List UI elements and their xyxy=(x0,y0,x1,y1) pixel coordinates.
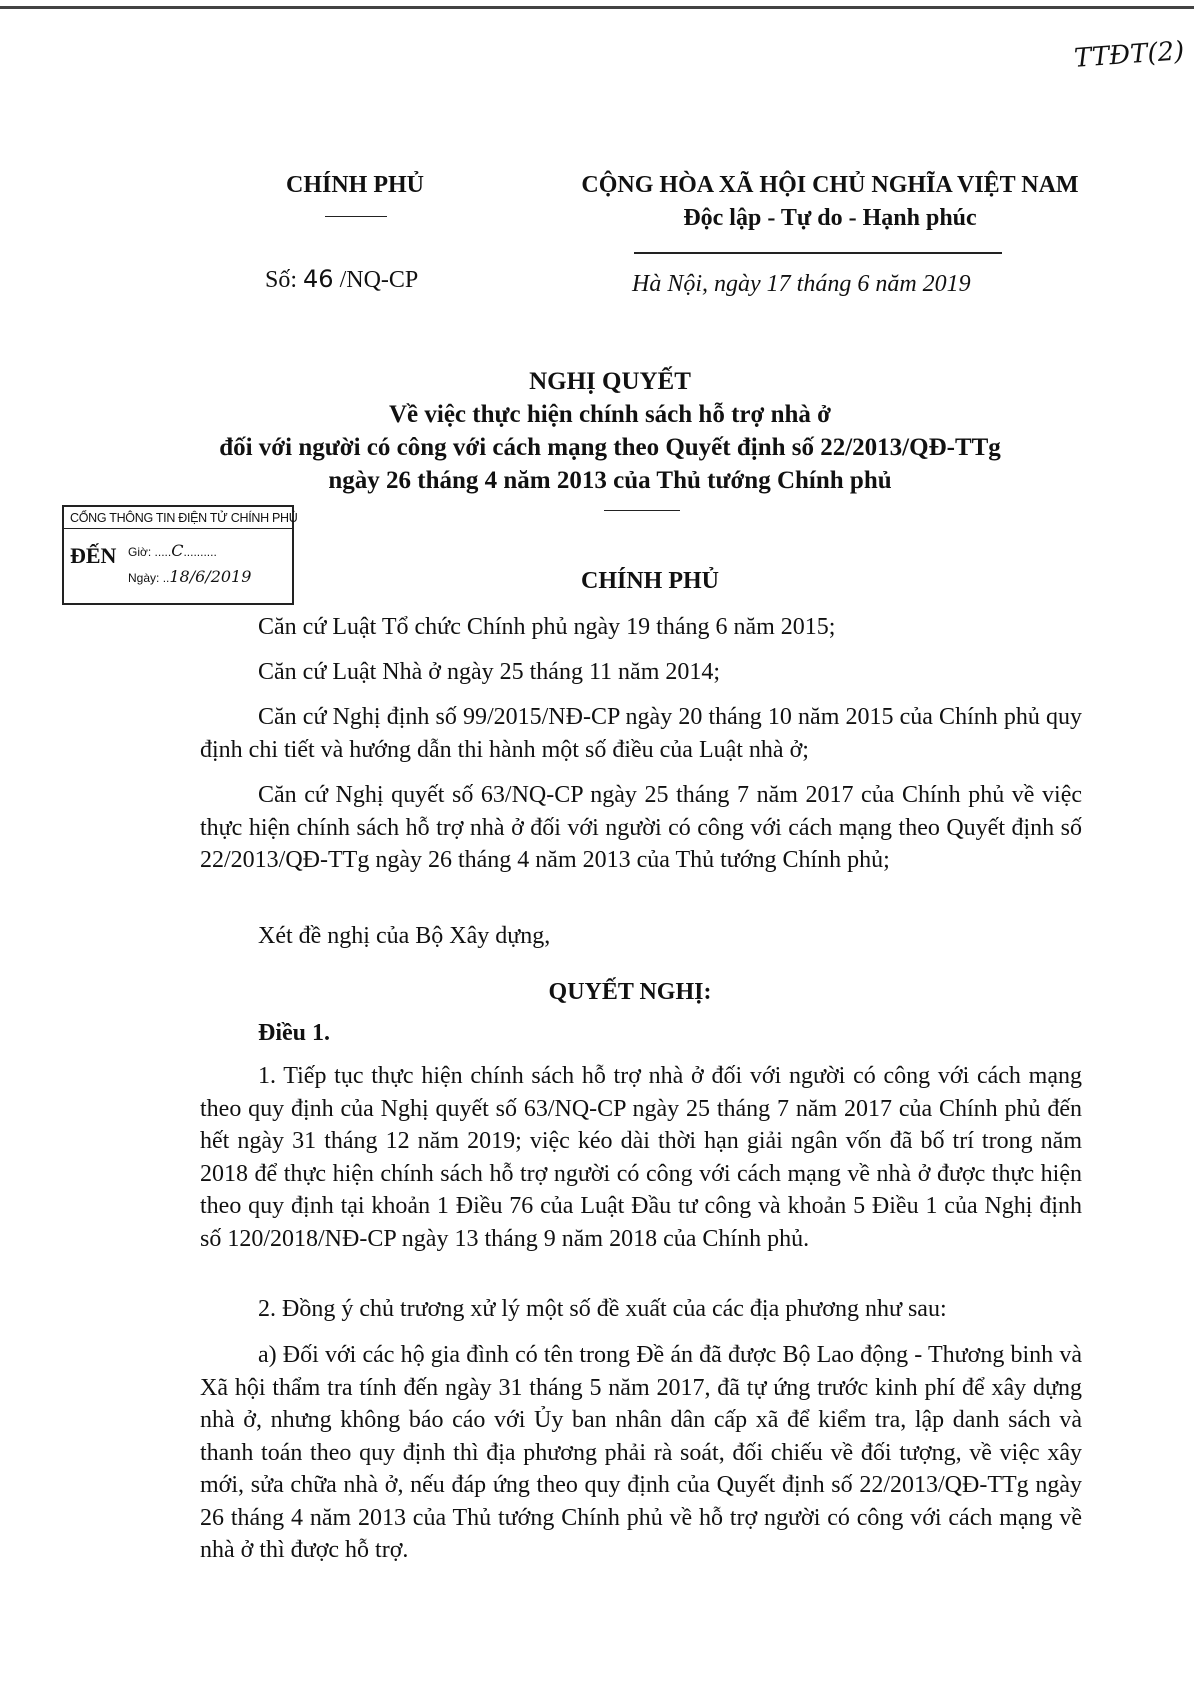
handwritten-corner-note: TTĐT(2) xyxy=(1073,36,1186,74)
stamp-time-value: C xyxy=(171,541,184,560)
issue-date: Hà Nội, ngày 17 tháng 6 năm 2019 xyxy=(632,271,971,297)
scan-top-border xyxy=(0,6,1194,9)
national-motto: Độc lập - Tự do - Hạnh phúc xyxy=(683,205,977,231)
number-prefix: Số: xyxy=(265,267,298,293)
basis-1: Căn cứ Luật Tổ chức Chính phủ ngày 19 tháng 6 năm 2015; xyxy=(258,614,836,640)
basis-4: Căn cứ Nghị quyết số 63/NQ-CP ngày 25 tháng 7 năm 2017 của Chính phủ về việc thực hiện chính sách hỗ trợ nhà ở đối với người có công với cách mạng theo Quyết định số 22/2013/QĐ-TTg ngày 26 tháng 4 năm 2013 của Thủ tướng Chính phủ; xyxy=(200,782,1082,873)
article-1-title: Điều 1. xyxy=(258,1020,330,1046)
received-stamp xyxy=(62,505,298,605)
basis-2: Căn cứ Luật Nhà ở ngày 25 tháng 11 năm 2014; xyxy=(258,659,721,685)
number-value: 46 xyxy=(303,265,334,293)
issuer-underline xyxy=(325,216,387,217)
basis-3: Căn cứ Nghị định số 99/2015/NĐ-CP ngày 20 tháng 10 năm 2015 của Chính phủ quy định chi tiết và hướng dẫn thi hành một số điều của Luật nhà ở; xyxy=(200,704,1082,763)
title-line-1: Về việc thực hiện chính sách hỗ trợ nhà ở xyxy=(388,401,832,428)
stamp-date: Ngày: ..18/6/2019 xyxy=(128,567,252,586)
stamp-time: Giờ: .....C.......... xyxy=(128,541,217,560)
stamp-date-value: 18/6/2019 xyxy=(169,567,252,586)
document-number xyxy=(265,265,418,294)
stamp-time-label: Giờ: xyxy=(128,545,152,559)
stamp-date-label: Ngày: xyxy=(128,571,160,585)
title-line-2: đối với người có công với cách mạng theo Quyết định số 22/2013/QĐ-TTg xyxy=(219,434,1001,461)
motto-underline xyxy=(634,252,1002,254)
country-name: CỘNG HÒA XÃ HỘI CHỦ NGHĨA VIỆT NAM xyxy=(581,172,1079,198)
article-1-clause-2: 2. Đồng ý chủ trương xử lý một số đề xuất của các địa phương như sau: xyxy=(258,1296,947,1322)
title-underline xyxy=(604,510,680,511)
issuer-name: CHÍNH PHỦ xyxy=(286,172,424,198)
article-1-clause-1: 1. Tiếp tục thực hiện chính sách hỗ trợ nhà ở đối với người có công với cách mạng theo quy định của Nghị quyết số 63/NQ-CP ngày 25 tháng 7 năm 2017 của Chính phủ đến hết ngày 31 tháng 12 năm 2019; việc kéo dài thời hạn giải ngân vốn đã bố trí trong năm 2018 để thực hiện chính sách hỗ trợ người có công với cách mạng về nhà ở được thực hiện theo quy định tại khoản 1 Điều 76 của Luật Đầu tư công và khoản 5 Điều 1 của Nghị định số 120/2018/NĐ-CP ngày 13 tháng 9 năm 2018 của Chính phủ. xyxy=(200,1063,1082,1252)
title-line-3: ngày 26 tháng 4 năm 2013 của Thủ tướng Chính phủ xyxy=(328,467,892,494)
authority-heading: CHÍNH PHỦ xyxy=(581,568,719,594)
article-1-clause-2a: a) Đối với các hộ gia đình có tên trong Đề án đã được Bộ Lao động - Thương binh và Xã hội thẩm tra tính đến ngày 31 tháng 5 năm 2017, đã tự ứng trước kinh phí để xây dựng nhà ở, nhưng không báo cáo với Ủy ban nhân dân cấp xã để kiểm tra, lập danh sách và thanh toán theo quy định thì địa phương phải rà soát, đối chiếu về đối tượng, về việc xây mới, sửa chữa nhà ở, nếu đáp ứng theo quy định của Quyết định số 22/2013/QĐ-TTg ngày 26 tháng 4 năm 2013 của Thủ tướng Chính phủ về hỗ trợ người có công với cách mạng về nhà ở thì được hỗ trợ. xyxy=(200,1342,1082,1563)
basis-5: Xét đề nghị của Bộ Xây dựng, xyxy=(258,923,551,949)
stamp-header: CỔNG THÔNG TIN ĐIỆN TỬ CHÍNH PHỦ xyxy=(64,507,292,529)
resolves-heading: QUYẾT NGHỊ: xyxy=(548,979,712,1005)
number-suffix: /NQ-CP xyxy=(339,267,419,293)
stamp-den-label: ĐẾN xyxy=(70,543,117,568)
document-type: NGHỊ QUYẾT xyxy=(529,368,691,395)
